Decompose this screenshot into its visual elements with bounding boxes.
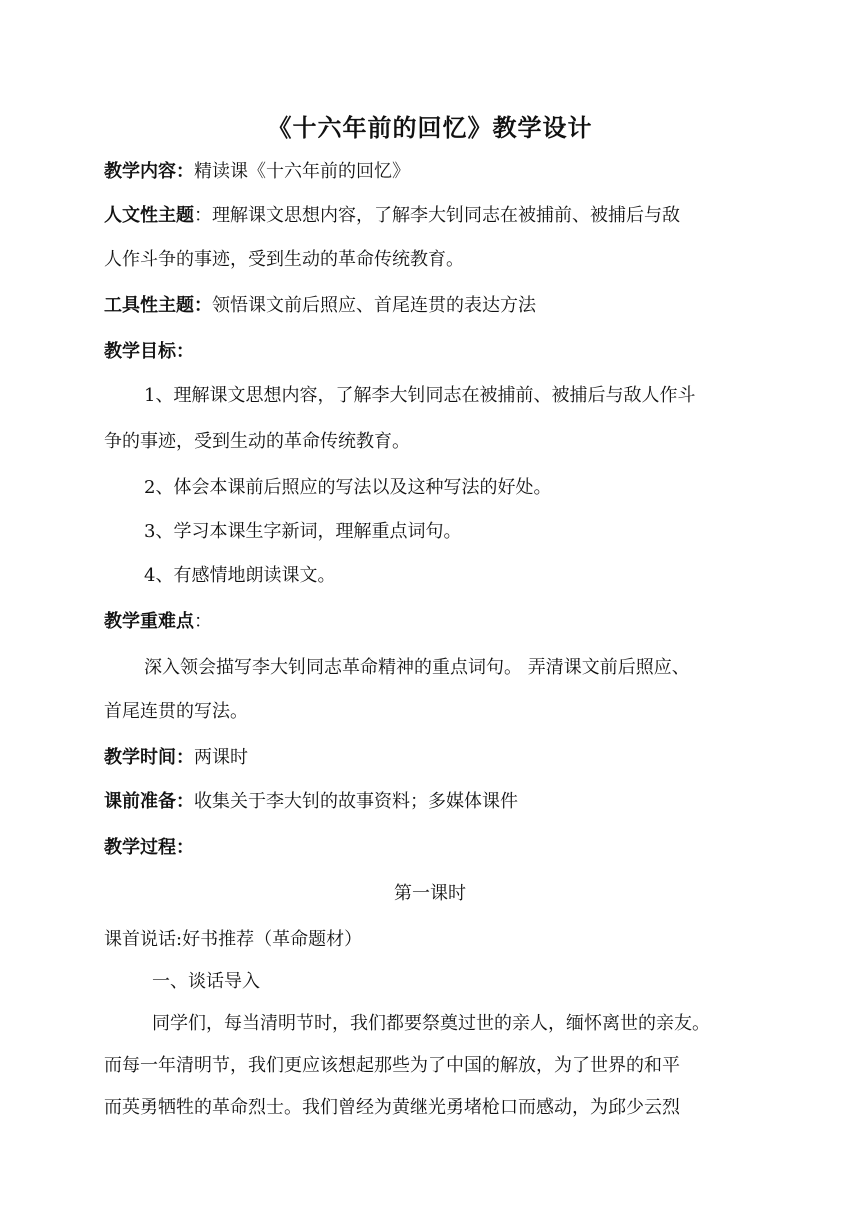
humanistic-theme-text-1: 理解课文思想内容，了解李大钊同志在被捕前、被捕后与敌 [212,205,680,226]
teaching-content-line [104,160,760,184]
humanistic-theme-sep: ： [194,205,212,226]
teaching-time-line [104,746,760,770]
key-points-heading [104,610,760,634]
intro-para-line-3: 而英勇牺牲的革命烈士。我们曾经为黄继光勇堵枪口而感动，为邱少云烈 [104,1097,680,1118]
objective-3: 3、学习本课生字新词，理解重点词句。 [144,521,462,542]
objective-2: 2、体会本课前后照应的写法以及这种写法的好处。 [144,477,552,498]
key-points-sep: ： [194,611,212,632]
humanistic-theme-line-2: 人作斗争的事迹，受到生动的革命传统教育。 [104,249,464,270]
key-points-label: 教学重难点 [104,611,194,632]
objectives-heading [104,340,760,364]
teaching-time-label: 教学时间： [104,747,194,768]
instrumental-theme-line [104,294,760,318]
intro-para-line-1: 同学们，每当清明节时，我们都要祭奠过世的亲人，缅怀离世的亲友。 [152,1013,710,1034]
instrumental-theme-text: 领悟课文前后照应、首尾连贯的表达方法 [212,295,536,316]
objective-1-line-1: 1、理解课文思想内容，了解李大钊同志在被捕前、被捕后与敌人作斗 [144,385,696,406]
humanistic-theme-line-1 [104,204,760,228]
humanistic-theme-label: 人文性主题 [104,205,194,226]
lesson-1-heading: 第一课时 [394,883,466,904]
teaching-content-label: 教学内容： [104,161,194,182]
process-label: 教学过程： [104,837,194,858]
key-points-line-2: 首尾连贯的写法。 [104,701,248,722]
section-1-heading: 一、谈话导入 [152,971,260,992]
prep-label: 课前准备： [104,791,194,812]
intro-para-line-2: 而每一年清明节，我们更应该想起那些为了中国的解放，为了世界的和平 [104,1055,680,1076]
prep-line [104,790,760,814]
pre-talk-line: 课首说话:好书推荐（革命题材） [104,929,363,950]
key-points-line-1: 深入领会描写李大钊同志革命精神的重点词句。 弄清课文前后照应、 [144,657,690,678]
process-heading [104,836,760,860]
objective-1-line-2: 争的事迹，受到生动的革命传统教育。 [104,431,410,452]
teaching-time-text: 两课时 [194,747,248,768]
teaching-content-text: 精读课《十六年前的回忆》 [194,161,410,182]
objectives-label: 教学目标： [104,341,194,362]
prep-text: 收集关于李大钊的故事资料；多媒体课件 [194,791,518,812]
objective-4: 4、有感情地朗读课文。 [144,565,336,586]
document-title: 《十六年前的回忆》教学设计 [267,114,593,142]
instrumental-theme-label: 工具性主题： [104,295,212,316]
